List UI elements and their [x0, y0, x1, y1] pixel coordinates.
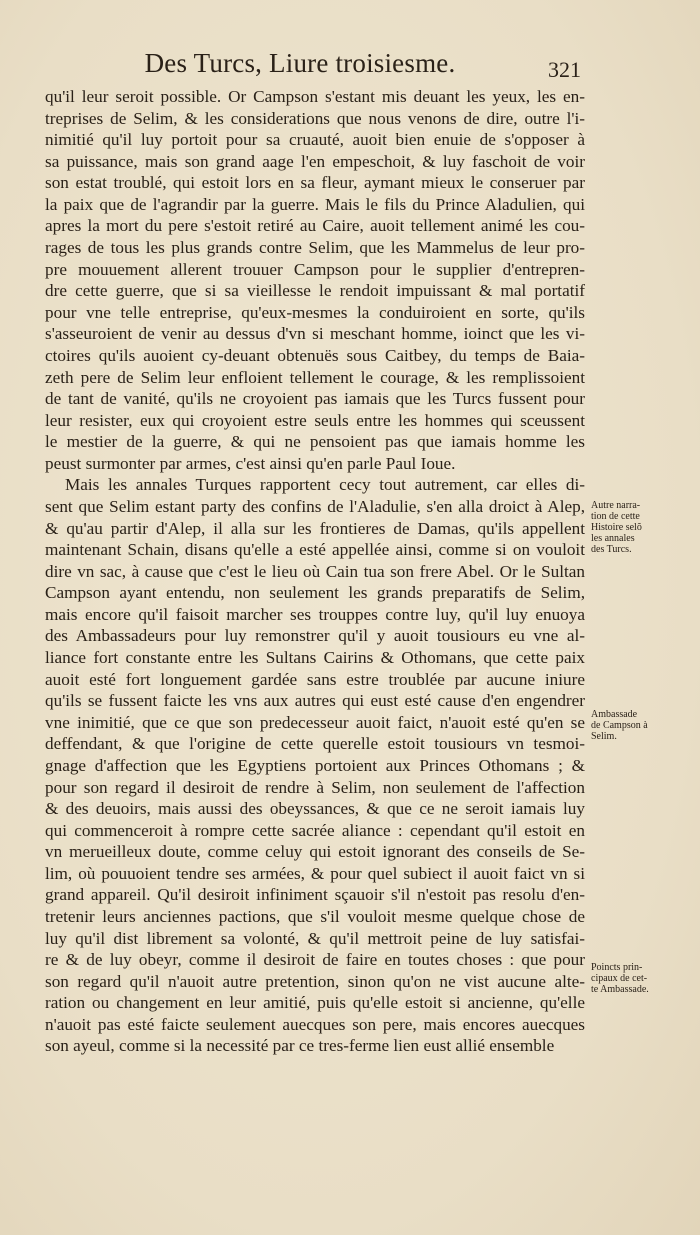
text-line: des Ambassadeurs pour luy remonstrer qu'il y auoit tousiours eu vne al- — [45, 626, 585, 646]
text-line: vn merueilleux doute, comme celuy qui estoit ignorant des conseils de Se- — [45, 842, 585, 862]
text-line: son regard qu'il n'auoit autre pretention, sinon qu'on ne vist aucune alte- — [45, 971, 585, 991]
sidenote-line: Ambassade — [591, 709, 638, 720]
text-line: sent que Selim estant party des confins de l'Aladulie, s'en alla droict à Alep, — [45, 496, 585, 516]
text-line: rages de tous les plus grands contre Selim, que les Mammelus de leur pro- — [45, 238, 585, 258]
sidenote-line: Poincts prin- — [591, 962, 643, 973]
text-line: treprises de Selim, & les considerations que nous venons de dire, outre l'i- — [45, 108, 585, 128]
sidenote-line: Histoire selõ — [591, 522, 642, 533]
sidenote-line: tion de cette — [591, 511, 640, 522]
text-line: sa puissance, mais son grand aage l'en empeschoit, & luy faschoit de voir — [45, 151, 585, 171]
text-line: grand appareil. Qu'il desiroit infiniment sçauoir s'il n'estoit pas resolu d'en- — [45, 885, 585, 905]
text-line: Campson ayant entendu, non seulement les grands preparatifs de Selim, — [45, 583, 585, 603]
sidenote-line: Autre narra- — [591, 500, 641, 511]
text-line: ration ou changement en leur amitié, puis qu'elle estoit si ancienne, qu'elle — [45, 993, 585, 1013]
text-line: maintenant Schain, disans qu'elle a esté appellée ainsi, comme si on vouloit — [45, 540, 585, 560]
text-line: dire vn sac, à cause que c'est le lieu où Cain tua son frere Abel. Or le Sultan — [45, 561, 585, 581]
text-line: luy qu'il dist librement sa volonté, & qu'il mettroit peine de luy satisfai- — [45, 928, 585, 948]
text-line: la paix que de l'agrandir par la guerre. Mais le fils du Prince Aladulien, qui — [45, 194, 585, 214]
page-number: 321 — [548, 57, 581, 82]
sidenote-line: te Ambassade. — [591, 984, 649, 995]
text-line: deffendant, & que l'origine de cette querelle estoit tousiours vn tesmoi- — [45, 734, 585, 754]
text-line: son ayeul, comme si la necessité par ce tres-ferme lien eust allié ensemble — [45, 1036, 555, 1056]
text-line: qu'ils se fussent faicte les vns aux autres qui eust esté cause d'en engendrer — [45, 691, 585, 711]
running-head: Des Turcs, Liure troisiesme. — [144, 48, 456, 78]
body-text — [45, 86, 585, 1057]
text-line: vne inimitié, que ce que son predecesseur auoit faict, n'auoit esté qu'en se — [45, 712, 585, 732]
text-line: Mais les annales Turques rapportent cecy tout autrement, car elles di- — [65, 475, 585, 495]
sidenote-line: de Campson à — [591, 720, 648, 731]
text-line: son estat troublé, qui estoit lors en sa fleur, aymant mieux le conseruer par — [45, 173, 585, 193]
text-line: pour son regard il desiroit de rendre à Selim, non seulement de l'affection — [45, 777, 585, 797]
text-line: auoit esté fort longuement gardée sans estre troublée par aucune iniure — [45, 669, 585, 689]
text-line: gnage d'affection que les Egyptiens portoient aux Princes Othomans ; & — [45, 755, 585, 775]
text-line: ctoires qu'ils auoient cy-deuant obtenuës sous Caitbey, du temps de Baia- — [45, 345, 585, 365]
text-line: pour vne telle entreprise, qu'eux-mesmes la conduiroient en sorte, qu'ils — [45, 302, 585, 322]
text-line: & des deuoirs, mais aussi des obeyssances, & que ce ne seroit iamais luy — [45, 799, 585, 819]
sidenote-ambassade — [591, 709, 648, 742]
text-line: lim, où pouuoient tendre ses armées, & pour quel subiect il auoit faict vn si — [45, 863, 585, 883]
text-line: le mestier de la guerre, & qui ne pensoient pas que iamais homme les — [45, 432, 585, 452]
text-line: apres la mort du pere s'estoit retiré au Caire, auoit tellement animé les cou- — [45, 216, 585, 236]
text-line: qui commenceroit à rompre cette sacrée aliance : cependant qu'il estoit en — [45, 820, 585, 840]
text-line: pre mouuement allerent trouuer Campson pour le supplier d'entrepren- — [45, 259, 585, 279]
text-line: nimitié qu'il luy portoit pour sa cruauté, auoit bien enuie de s'opposer à — [45, 130, 585, 150]
sidenote-line: des Turcs. — [591, 544, 632, 555]
sidenote-autre-narration — [591, 500, 642, 555]
text-line: s'asseuroient de venir au dessus d'vn si meschant homme, ioinct que les vi- — [45, 324, 585, 344]
text-line: peust surmonter par armes, c'est ainsi qu'en parle Paul Ioue. — [45, 453, 456, 473]
text-line: dre cette guerre, que si sa vieillesse le rendoit impuissant & mal portatif — [45, 281, 585, 301]
text-line: qu'il leur seroit possible. Or Campson s'estant mis deuant les yeux, les en- — [45, 87, 585, 106]
sidenote-line: Selim. — [591, 731, 617, 742]
text-line: leur resister, eux qui croyoient estre seuls entre les hommes qui sceussent — [45, 410, 585, 430]
text-line: zeth pere de Selim leur enfloient tellement le courage, & les remplissoient — [45, 367, 585, 387]
text-line: mais encore qu'il faisoit marcher ses trouppes contre luy, qu'il luy enuoya — [45, 604, 585, 624]
sidenote-line: cipaux de cet- — [591, 973, 648, 984]
text-line: tretenir leurs anciennes pactions, que s'il vouloit mesme quelque chose de — [45, 906, 585, 926]
text-line: de tant de vanité, qu'ils ne croyoient pas iamais que les Turcs fussent pour — [45, 389, 585, 409]
text-line: re & de luy obeyr, comme il desiroit de faire en toutes choses : que pour — [45, 950, 585, 970]
text-line: & qu'au partir d'Alep, il alla sur les frontieres de Damas, qu'ils appellent — [45, 518, 585, 538]
sidenote-line: les annales — [591, 533, 635, 544]
sidenote-poincts-principaux — [591, 962, 649, 995]
text-line: n'auoit pas esté faicte seulement auecques son pere, mais encores auecques — [45, 1014, 585, 1034]
text-line: liance fort constante entre les Sultans Cairins & Othomans, que cette paix — [45, 648, 585, 668]
